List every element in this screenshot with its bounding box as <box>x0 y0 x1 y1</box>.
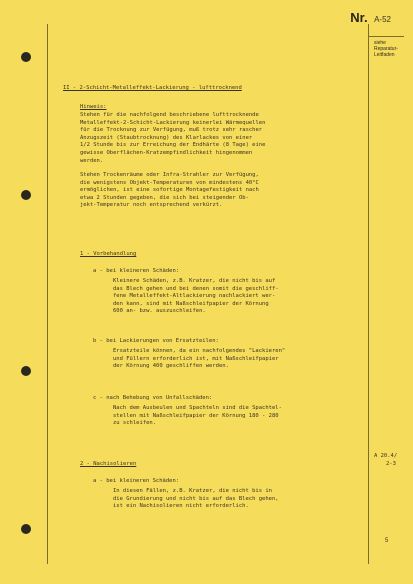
section1-heading: 1 - Vorbehandlung <box>80 251 137 257</box>
section1-b-body: Ersatzteile können, da ein nachfolgendes "Lackieren" und Füllern erforderlich ist, mit Naßschleifpapier der Körnung 400 geschliffen werden. <box>113 348 286 370</box>
section1-c-body: Nach dem Ausbeulen und Spachteln sind die Spachtel- stellen mit Naßschleifpapier der Körnung 180 - 280 zu schleifen. <box>113 405 282 427</box>
hinweis-paragraph-2: Stehen Trockenräume oder Infra-Strahler zur Verfügung, die wenigstens Objekt-Temperaturen von mindestens 40°C ermöglichen, ist eine sofortige Montagefestigkeit nach etwa 2 Stunden gegeben, die sich bei steigender Ob- jekt-Temperatur noch entsprechend verkürzt. <box>80 172 259 209</box>
side-note-divider <box>368 36 404 37</box>
section1-b-heading: b - bei Lackierungen von Ersatzteilen: <box>93 338 219 344</box>
side-note-line: siehe <box>374 40 386 46</box>
page-number-header <box>350 9 391 27</box>
right-margin-line <box>368 24 369 564</box>
punch-hole <box>21 366 31 376</box>
hinweis-paragraph-1: Stehen für die nachfolgend beschriebene lufttrocknende Metalleffekt-2-Schicht-Lackierung keinerlei Wärmequellen für die Trocknung zur Verfügung, muß trotz sehr rascher Anzugszeit (Staubtrocknung) des Klarlackes von einer 1/2 Stunde bis zur Erreichung der Endhärte (8 Tage) eine gewisse Oberflächen-Kratzempfindlichkeit hingenommen werden. <box>80 112 266 164</box>
punch-hole <box>21 190 31 200</box>
nr-label: Nr. <box>350 10 368 25</box>
section2-a-body: In diesen Fällen, z.B. Kratzer, die nicht bis in die Grundierung und nicht bis auf das Blech gehen, ist ein Nachisolieren nicht erforderlich. <box>113 488 279 510</box>
section-title: II - 2-Schicht-Metalleffekt-Lackierung - lufttrocknend <box>63 85 242 91</box>
side-note-line: Reparatur- <box>374 46 398 52</box>
punch-hole <box>21 52 31 62</box>
section1-c-heading: c - nach Behebung von Unfallschäden: <box>93 395 213 401</box>
section1-a-heading: a - bei kleineren Schäden: <box>93 268 180 274</box>
hinweis-heading: Hinweis: <box>80 104 107 110</box>
section2-heading: 2 - Nachisolieren <box>80 461 137 467</box>
punch-hole <box>21 524 31 534</box>
left-margin-line <box>47 24 48 564</box>
section2-a-heading: a - bei kleineren Schäden: <box>93 478 180 484</box>
margin-reference: A 20.4/ 2-3 <box>374 453 398 467</box>
nr-value: A-52 <box>374 15 391 24</box>
side-note <box>374 40 410 58</box>
section1-a-body: Kleinere Schäden, z.B. Kratzer, die nicht bis auf das Blech gehen und bei denen somit die geschliff- fene Metalleffekt-Altlackierung nachlackiert wer- den kann, sind mit Naßschleifpapier der Körnung 600 an- bzw. auszuschleifen. <box>113 278 279 315</box>
page-number-footer: 5 <box>385 538 389 544</box>
side-note-line: Leitfaden <box>374 52 395 58</box>
